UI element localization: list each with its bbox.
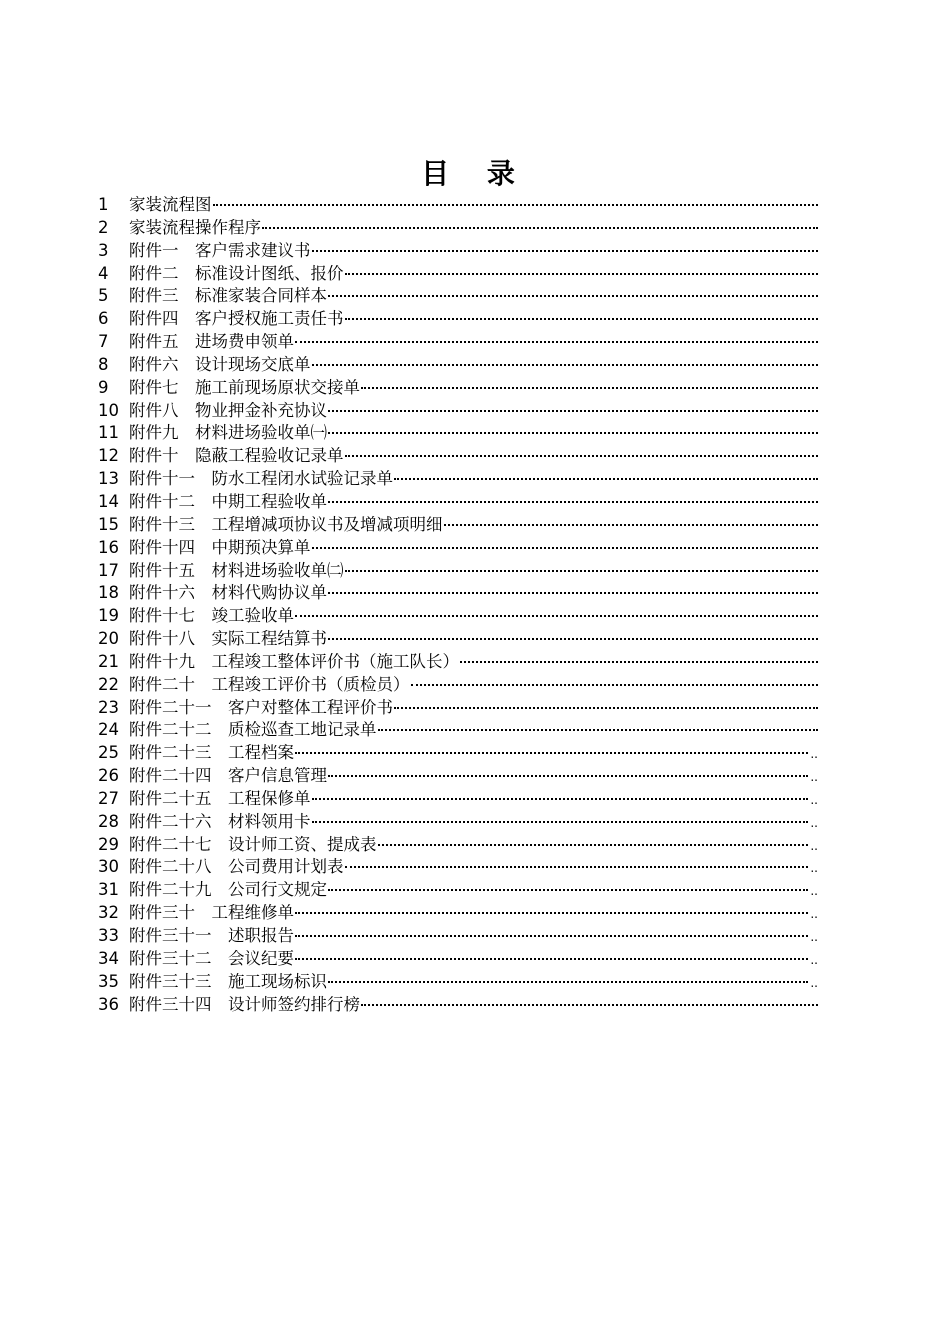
toc-entry-title: 附件六 设计现场交底单 [129,354,311,377]
toc-entry-page-ref: .. [810,975,818,990]
toc-entry[interactable] [98,400,818,423]
toc-entry[interactable] [98,651,818,674]
toc-entry-title: 附件三十四 设计师签约排行榜 [129,994,360,1017]
toc-entry-number: 23 [98,697,119,717]
toc-entry-page-ref: .. [810,838,818,853]
toc-entry[interactable] [98,194,818,217]
toc-entry-page-ref: .. [810,861,818,876]
toc-entry-number: 19 [98,606,119,626]
toc-entry[interactable] [98,811,818,834]
toc-entry-number: 12 [98,446,119,466]
toc-entry[interactable] [98,354,818,377]
toc-entry[interactable] [98,445,818,468]
dot-leader [312,247,819,252]
toc-entry[interactable] [98,560,818,583]
dot-leader [328,886,808,891]
dot-leader [295,338,818,343]
dot-leader [328,635,818,640]
toc-entry-title: 附件二十三 工程档案 [129,742,294,765]
toc-entry[interactable] [98,948,818,971]
toc-entry-number: 30 [98,857,119,877]
toc-entry-title: 附件二十二 质检巡查工地记录单 [129,719,377,742]
dot-leader [345,270,819,275]
toc-entry-page-ref: .. [810,884,818,899]
toc-entry-title: 附件二十五 工程保修单 [129,788,311,811]
toc-entry-number: 3 [98,240,109,260]
toc-entry[interactable] [98,971,818,994]
toc-entry-number: 22 [98,674,119,694]
toc-entry-title: 附件十三 工程增减项协议书及增减项明细 [129,514,443,537]
toc-entry[interactable] [98,719,818,742]
toc-entry-title: 附件十 隐蔽工程验收记录单 [129,445,344,468]
toc-entry-number: 28 [98,811,119,831]
toc-entry-number: 18 [98,583,119,603]
toc-entry[interactable] [98,879,818,902]
toc-entry-number: 1 [98,195,109,214]
toc-entry[interactable] [98,491,818,514]
toc-entry-title: 附件三十二 会议纪要 [129,948,294,971]
toc-entry-title: 附件二十七 设计师工资、提成表 [129,834,377,857]
toc-entry[interactable] [98,217,818,240]
toc-entry-number: 27 [98,788,119,808]
toc-entry-title: 附件十二 中期工程验收单 [129,491,327,514]
toc-entry-title: 附件二十八 公司费用计划表 [129,856,344,879]
dot-leader [345,567,819,572]
toc-entry-number: 9 [98,377,109,397]
toc-entry-number: 33 [98,926,119,945]
dot-leader [295,612,818,617]
dot-leader [295,932,808,937]
toc-entry-title: 附件十八 实际工程结算书 [129,628,327,651]
dot-leader [328,292,818,297]
dot-leader [328,978,808,983]
toc-entry-number: 2 [98,217,109,237]
toc-entry-title: 附件三 标准家装合同样本 [129,285,327,308]
toc-entry-title: 家装流程操作程序 [129,217,261,240]
dot-leader [394,475,818,480]
toc-entry[interactable] [98,925,818,948]
toc-entry-title: 附件九 材料进场验收单㈠ [129,422,327,445]
toc-entry-title: 附件三十 工程维修单 [129,902,294,925]
dot-leader [262,224,818,229]
toc-entry-number: 36 [98,994,119,1014]
toc-entry-number: 16 [98,537,119,557]
toc-entry-number: 7 [98,332,109,352]
dot-leader [460,658,818,663]
toc-entry[interactable] [98,765,818,788]
dot-leader [312,795,809,800]
toc-entry-number: 24 [98,720,119,740]
toc-entry-number: 17 [98,560,119,580]
toc-entry-title: 附件三十三 施工现场标识 [129,971,327,994]
toc-entry-page-ref: .. [810,952,818,967]
toc-entry[interactable] [98,834,818,857]
toc-entry[interactable] [98,331,818,354]
toc-entry-number: 20 [98,629,119,649]
toc-entry-number: 8 [98,354,109,374]
toc-entry-number: 6 [98,309,109,329]
toc-entry-number: 5 [98,286,109,306]
page-title: 目 录 [421,157,529,190]
toc-entry-page-ref: .. [810,930,818,944]
toc-entry[interactable] [98,742,818,765]
dot-leader [312,818,809,823]
toc-entry-title: 附件十一 防水工程闭水试验记录单 [129,468,393,491]
dot-leader [295,749,808,754]
toc-entry-number: 32 [98,903,119,923]
table-of-contents [98,194,818,1016]
dot-leader [328,772,808,777]
dot-leader [394,704,818,709]
toc-entry-title: 附件二 标准设计图纸、报价 [129,263,344,286]
toc-entry-number: 29 [98,834,119,854]
toc-entry-number: 26 [98,766,119,786]
toc-entry[interactable] [98,674,818,697]
dot-leader [345,863,809,868]
dot-leader [345,452,819,457]
toc-entry[interactable] [98,263,818,286]
toc-entry-number: 4 [98,263,109,283]
toc-entry-number: 13 [98,469,119,489]
dot-leader [213,201,819,206]
toc-entry[interactable] [98,240,818,263]
toc-entry[interactable] [98,788,818,811]
toc-entry-number: 11 [98,423,119,443]
toc-entry-title: 附件四 客户授权施工责任书 [129,308,344,331]
toc-entry-title: 附件一 客户需求建议书 [129,240,311,263]
toc-entry-page-ref: .. [810,747,818,762]
dot-leader [328,589,818,594]
toc-entry-number: 21 [98,651,119,671]
toc-entry-title: 附件十七 竣工验收单 [129,605,294,628]
dot-leader [345,315,819,320]
toc-entry[interactable] [98,628,818,651]
toc-entry-title: 附件五 进场费申领单 [129,331,294,354]
toc-entry-page-ref: .. [810,770,818,785]
toc-entry[interactable] [98,605,818,628]
toc-entry-title: 附件二十六 材料领用卡 [129,811,311,834]
toc-entry-title: 附件三十一 述职报告 [129,925,294,948]
toc-entry-number: 15 [98,514,119,534]
dot-leader [328,407,818,412]
toc-entry-title: 附件七 施工前现场原状交接单 [129,377,360,400]
toc-entry[interactable] [98,285,818,308]
toc-entry-title: 家装流程图 [129,194,212,217]
dot-leader [328,498,818,503]
toc-entry-title: 附件十六 材料代购协议单 [129,582,327,605]
dot-leader [378,841,809,846]
toc-entry-title: 附件十五 材料进场验收单㈡ [129,560,344,583]
dot-leader [312,544,819,549]
dot-leader [295,909,808,914]
toc-entry-title: 附件二十一 客户对整体工程评价书 [129,697,393,720]
toc-entry[interactable] [98,994,818,1017]
toc-entry[interactable] [98,377,818,400]
toc-entry-number: 35 [98,971,119,991]
dot-leader [444,521,819,526]
toc-entry[interactable] [98,537,818,560]
toc-entry-title: 附件二十 工程竣工评价书（质检员） [129,674,410,697]
toc-entry-title: 附件二十九 公司行文规定 [129,879,327,902]
toc-entry-title: 附件十四 中期预决算单 [129,537,311,560]
toc-entry-page-ref: .. [810,907,818,922]
dot-leader [361,1001,818,1006]
dot-leader [411,681,819,686]
dot-leader [328,429,818,434]
toc-entry[interactable] [98,582,818,605]
toc-entry[interactable] [98,902,818,925]
toc-entry-title: 附件十九 工程竣工整体评价书（施工队长） [129,651,459,674]
dot-leader [312,361,819,366]
toc-entry-number: 14 [98,491,119,511]
dot-leader [295,955,808,960]
toc-entry[interactable] [98,308,818,331]
toc-entry-page-ref: .. [810,815,818,830]
dot-leader [361,384,818,389]
toc-entry[interactable] [98,468,818,491]
toc-entry[interactable] [98,697,818,720]
toc-entry-number: 34 [98,948,119,968]
dot-leader [378,726,819,731]
toc-entry-title: 附件八 物业押金补充协议 [129,400,327,423]
toc-entry-number: 10 [98,400,119,420]
toc-entry[interactable] [98,422,818,445]
toc-entry[interactable] [98,514,818,537]
toc-entry-page-ref: .. [810,792,818,807]
toc-entry-number: 31 [98,880,119,900]
toc-entry[interactable] [98,856,818,879]
toc-entry-number: 25 [98,743,119,763]
toc-entry-title: 附件二十四 客户信息管理 [129,765,327,788]
